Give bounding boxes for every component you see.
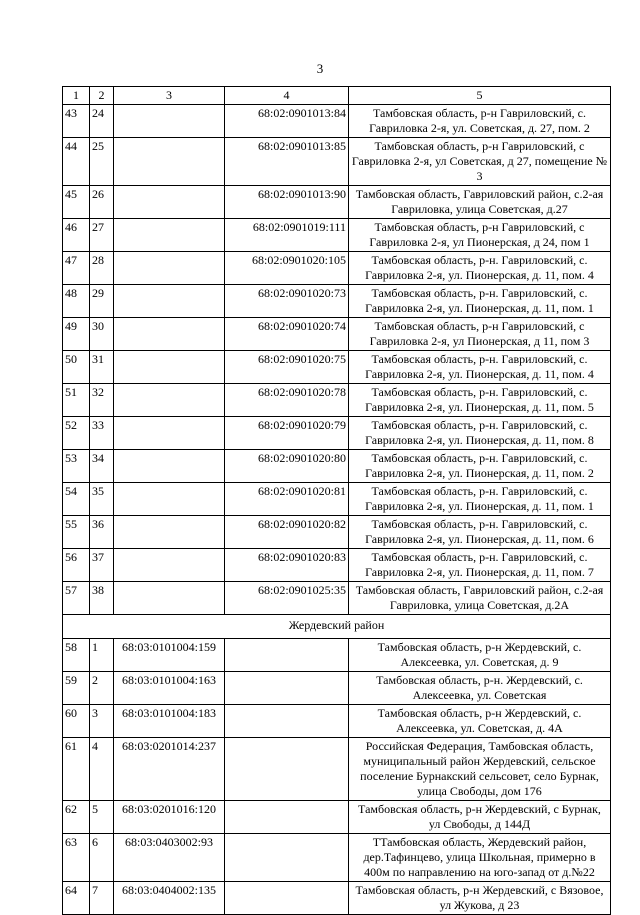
table-row — [63, 582, 611, 615]
table-row — [63, 417, 611, 450]
column-header: 3 — [114, 87, 225, 105]
row-number: 64 — [63, 882, 90, 915]
district-row-number: 38 — [90, 582, 114, 615]
row-number: 60 — [63, 705, 90, 738]
row-number: 59 — [63, 672, 90, 705]
cadastral-number: 68:03:0201016:120 — [114, 801, 225, 834]
district-row-number: 29 — [90, 285, 114, 318]
table-row — [63, 219, 611, 252]
address-cell: Тамбовская область, р-н Гавриловский, с Гавриловка 2-я, ул Пионерская, д 11, пом 3 — [349, 318, 611, 351]
row-number: 56 — [63, 549, 90, 582]
row-number: 63 — [63, 834, 90, 882]
address-cell: Тамбовская область, р-н Жердевский, с. Алексеевка, ул. Советская, д. 4А — [349, 705, 611, 738]
cadastral-number: 68:03:0101004:159 — [114, 639, 225, 672]
cadastral-number-building: 68:02:0901020:105 — [225, 252, 349, 285]
table-row — [63, 483, 611, 516]
cadastral-number — [114, 417, 225, 450]
address-cell: Тамбовская область, р-н. Гавриловский, с. Гавриловка 2-я, ул. Пионерская, д. 11, пом. 2 — [349, 450, 611, 483]
cadastral-number — [114, 138, 225, 186]
district-row-number: 32 — [90, 384, 114, 417]
row-number: 45 — [63, 186, 90, 219]
district-row-number: 34 — [90, 450, 114, 483]
row-number: 55 — [63, 516, 90, 549]
row-number: 48 — [63, 285, 90, 318]
table-row — [63, 738, 611, 801]
table-row — [63, 105, 611, 138]
cadastral-number: 68:03:0101004:163 — [114, 672, 225, 705]
cadastral-number — [114, 252, 225, 285]
table-header-row — [63, 87, 611, 105]
district-row-number: 26 — [90, 186, 114, 219]
address-cell: Тамбовская область, р-н. Гавриловский, с. Гавриловка 2-я, ул. Пионерская, д. 11, пом. 5 — [349, 384, 611, 417]
table-row — [63, 549, 611, 582]
address-cell: Тамбовская область, р-н. Гавриловский, с. Гавриловка 2-я, ул. Пионерская, д. 11, пом. 7 — [349, 549, 611, 582]
row-number: 61 — [63, 738, 90, 801]
section-title: Жердевский район — [63, 615, 611, 639]
district-row-number: 1 — [90, 639, 114, 672]
table-row — [63, 672, 611, 705]
district-row-number: 25 — [90, 138, 114, 186]
cadastral-number-building: 68:02:0901020:73 — [225, 285, 349, 318]
cadastral-number — [114, 483, 225, 516]
cadastral-number: 68:03:0101004:183 — [114, 705, 225, 738]
cadastral-number-building: 68:02:0901013:84 — [225, 105, 349, 138]
address-cell: Тамбовская область, р-н Жердевский, с Бурнак, ул Свободы, д 144Д — [349, 801, 611, 834]
row-number: 46 — [63, 219, 90, 252]
address-cell: Тамбовская область, р-н. Гавриловский, с. Гавриловка 2-я, ул. Пионерская, д. 11, пом. 4 — [349, 252, 611, 285]
district-row-number: 2 — [90, 672, 114, 705]
address-cell: Тамбовская область, р-н. Гавриловский, с. Гавриловка 2-я, ул. Пионерская, д. 11, пом. 1 — [349, 483, 611, 516]
address-cell: Российская Федерация, Тамбовская область, муниципальный район Жердевский, сельское поселение Бурнакский сельсовет, село Бурнак, улица Свободы, дом 176 — [349, 738, 611, 801]
cadastral-number — [114, 582, 225, 615]
row-number: 49 — [63, 318, 90, 351]
table-row — [63, 450, 611, 483]
district-row-number: 3 — [90, 705, 114, 738]
district-row-number: 24 — [90, 105, 114, 138]
row-number: 58 — [63, 639, 90, 672]
address-cell: Тамбовская область, р-н. Жердевский, с. Алексеевка, ул. Советская — [349, 672, 611, 705]
district-row-number: 5 — [90, 801, 114, 834]
cadastral-number-building — [225, 834, 349, 882]
row-number: 53 — [63, 450, 90, 483]
cadastral-number — [114, 384, 225, 417]
table-row — [63, 639, 611, 672]
district-row-number: 36 — [90, 516, 114, 549]
column-header: 5 — [349, 87, 611, 105]
table-row — [63, 801, 611, 834]
cadastral-number-building: 68:02:0901020:79 — [225, 417, 349, 450]
address-cell: Тамбовская область, Гавриловский район, с.2-ая Гавриловка, улица Советская, д.2А — [349, 582, 611, 615]
table-row — [63, 384, 611, 417]
address-cell: Тамбовская область, р-н. Гавриловский, с. Гавриловка 2-я, ул. Пионерская, д. 11, пом. 1 — [349, 285, 611, 318]
cadastral-number-building: 68:02:0901013:90 — [225, 186, 349, 219]
cadastral-number — [114, 318, 225, 351]
cadastral-number-building — [225, 705, 349, 738]
district-row-number: 28 — [90, 252, 114, 285]
row-number: 47 — [63, 252, 90, 285]
cadastral-number-building: 68:02:0901020:75 — [225, 351, 349, 384]
register-table — [62, 86, 611, 915]
row-number: 51 — [63, 384, 90, 417]
cadastral-number — [114, 351, 225, 384]
cadastral-number-building: 68:02:0901020:83 — [225, 549, 349, 582]
cadastral-number-building: 68:02:0901019:111 — [225, 219, 349, 252]
cadastral-number-building — [225, 738, 349, 801]
row-number: 52 — [63, 417, 90, 450]
table-row — [63, 252, 611, 285]
column-header: 2 — [90, 87, 114, 105]
table-row — [63, 285, 611, 318]
district-row-number: 30 — [90, 318, 114, 351]
row-number: 43 — [63, 105, 90, 138]
cadastral-number — [114, 105, 225, 138]
cadastral-number-building: 68:02:0901025:35 — [225, 582, 349, 615]
row-number: 44 — [63, 138, 90, 186]
column-header: 4 — [225, 87, 349, 105]
cadastral-number-building: 68:02:0901020:81 — [225, 483, 349, 516]
address-cell: Тамбовская область, р-н Гавриловский, с Гавриловка 2-я, ул Пионерская, д 24, пом 1 — [349, 219, 611, 252]
district-row-number: 4 — [90, 738, 114, 801]
table-row — [63, 516, 611, 549]
address-cell: Тамбовская область, р-н. Гавриловский, с. Гавриловка 2-я, ул. Пионерская, д. 11, пом. 8 — [349, 417, 611, 450]
district-row-number: 7 — [90, 882, 114, 915]
row-number: 50 — [63, 351, 90, 384]
cadastral-number — [114, 219, 225, 252]
cadastral-number-building — [225, 801, 349, 834]
address-cell: Тамбовская область, р-н. Гавриловский, с. Гавриловка 2-я, ул. Пионерская, д. 11, пом. 6 — [349, 516, 611, 549]
cadastral-number-building: 68:02:0901013:85 — [225, 138, 349, 186]
address-cell: Тамбовская область, р-н Жердевский, с. Алексеевка, ул. Советская, д. 9 — [349, 639, 611, 672]
cadastral-number-building: 68:02:0901020:78 — [225, 384, 349, 417]
row-number: 62 — [63, 801, 90, 834]
table-row — [63, 834, 611, 882]
cadastral-number: 68:03:0201014:237 — [114, 738, 225, 801]
cadastral-number-building — [225, 882, 349, 915]
table-row — [63, 882, 611, 915]
page-number: 3 — [316, 61, 324, 76]
table-row — [63, 138, 611, 186]
cadastral-number-building: 68:02:0901020:80 — [225, 450, 349, 483]
district-row-number: 6 — [90, 834, 114, 882]
district-row-number: 33 — [90, 417, 114, 450]
cadastral-number-building: 68:02:0901020:74 — [225, 318, 349, 351]
address-cell: Тамбовская область, р-н Гавриловский, с. Гавриловка 2-я, ул. Советская, д. 27, пом. 2 — [349, 105, 611, 138]
table-row — [63, 318, 611, 351]
cadastral-number — [114, 186, 225, 219]
column-header: 1 — [63, 87, 90, 105]
table-row — [63, 351, 611, 384]
cadastral-number — [114, 516, 225, 549]
district-row-number: 35 — [90, 483, 114, 516]
district-row-number: 27 — [90, 219, 114, 252]
cadastral-number: 68:03:0403002:93 — [114, 834, 225, 882]
cadastral-number-building — [225, 639, 349, 672]
district-row-number: 31 — [90, 351, 114, 384]
address-cell: Тамбовская область, р-н Гавриловский, с Гавриловка 2-я, ул Советская, д 27, помещение № 3 — [349, 138, 611, 186]
cadastral-number — [114, 450, 225, 483]
address-cell: ТТамбовская область, Жердевский район, дер.Тафинцево, улица Школьная, примерно в 400м по направлению на юго-запад от д.№22 — [349, 834, 611, 882]
cadastral-number-building: 68:02:0901020:82 — [225, 516, 349, 549]
address-cell: Тамбовская область, Гавриловский район, с.2-ая Гавриловка, улица Советская, д.27 — [349, 186, 611, 219]
cadastral-number — [114, 549, 225, 582]
address-cell: Тамбовская область, р-н Жердевский, с Вязовое, ул Жукова, д 23 — [349, 882, 611, 915]
cadastral-number-building — [225, 672, 349, 705]
cadastral-number: 68:03:0404002:135 — [114, 882, 225, 915]
section-row — [63, 615, 611, 639]
district-row-number: 37 — [90, 549, 114, 582]
row-number: 54 — [63, 483, 90, 516]
address-cell: Тамбовская область, р-н. Гавриловский, с. Гавриловка 2-я, ул. Пионерская, д. 11, пом. 4 — [349, 351, 611, 384]
table-row — [63, 186, 611, 219]
table-row — [63, 705, 611, 738]
row-number: 57 — [63, 582, 90, 615]
cadastral-number — [114, 285, 225, 318]
